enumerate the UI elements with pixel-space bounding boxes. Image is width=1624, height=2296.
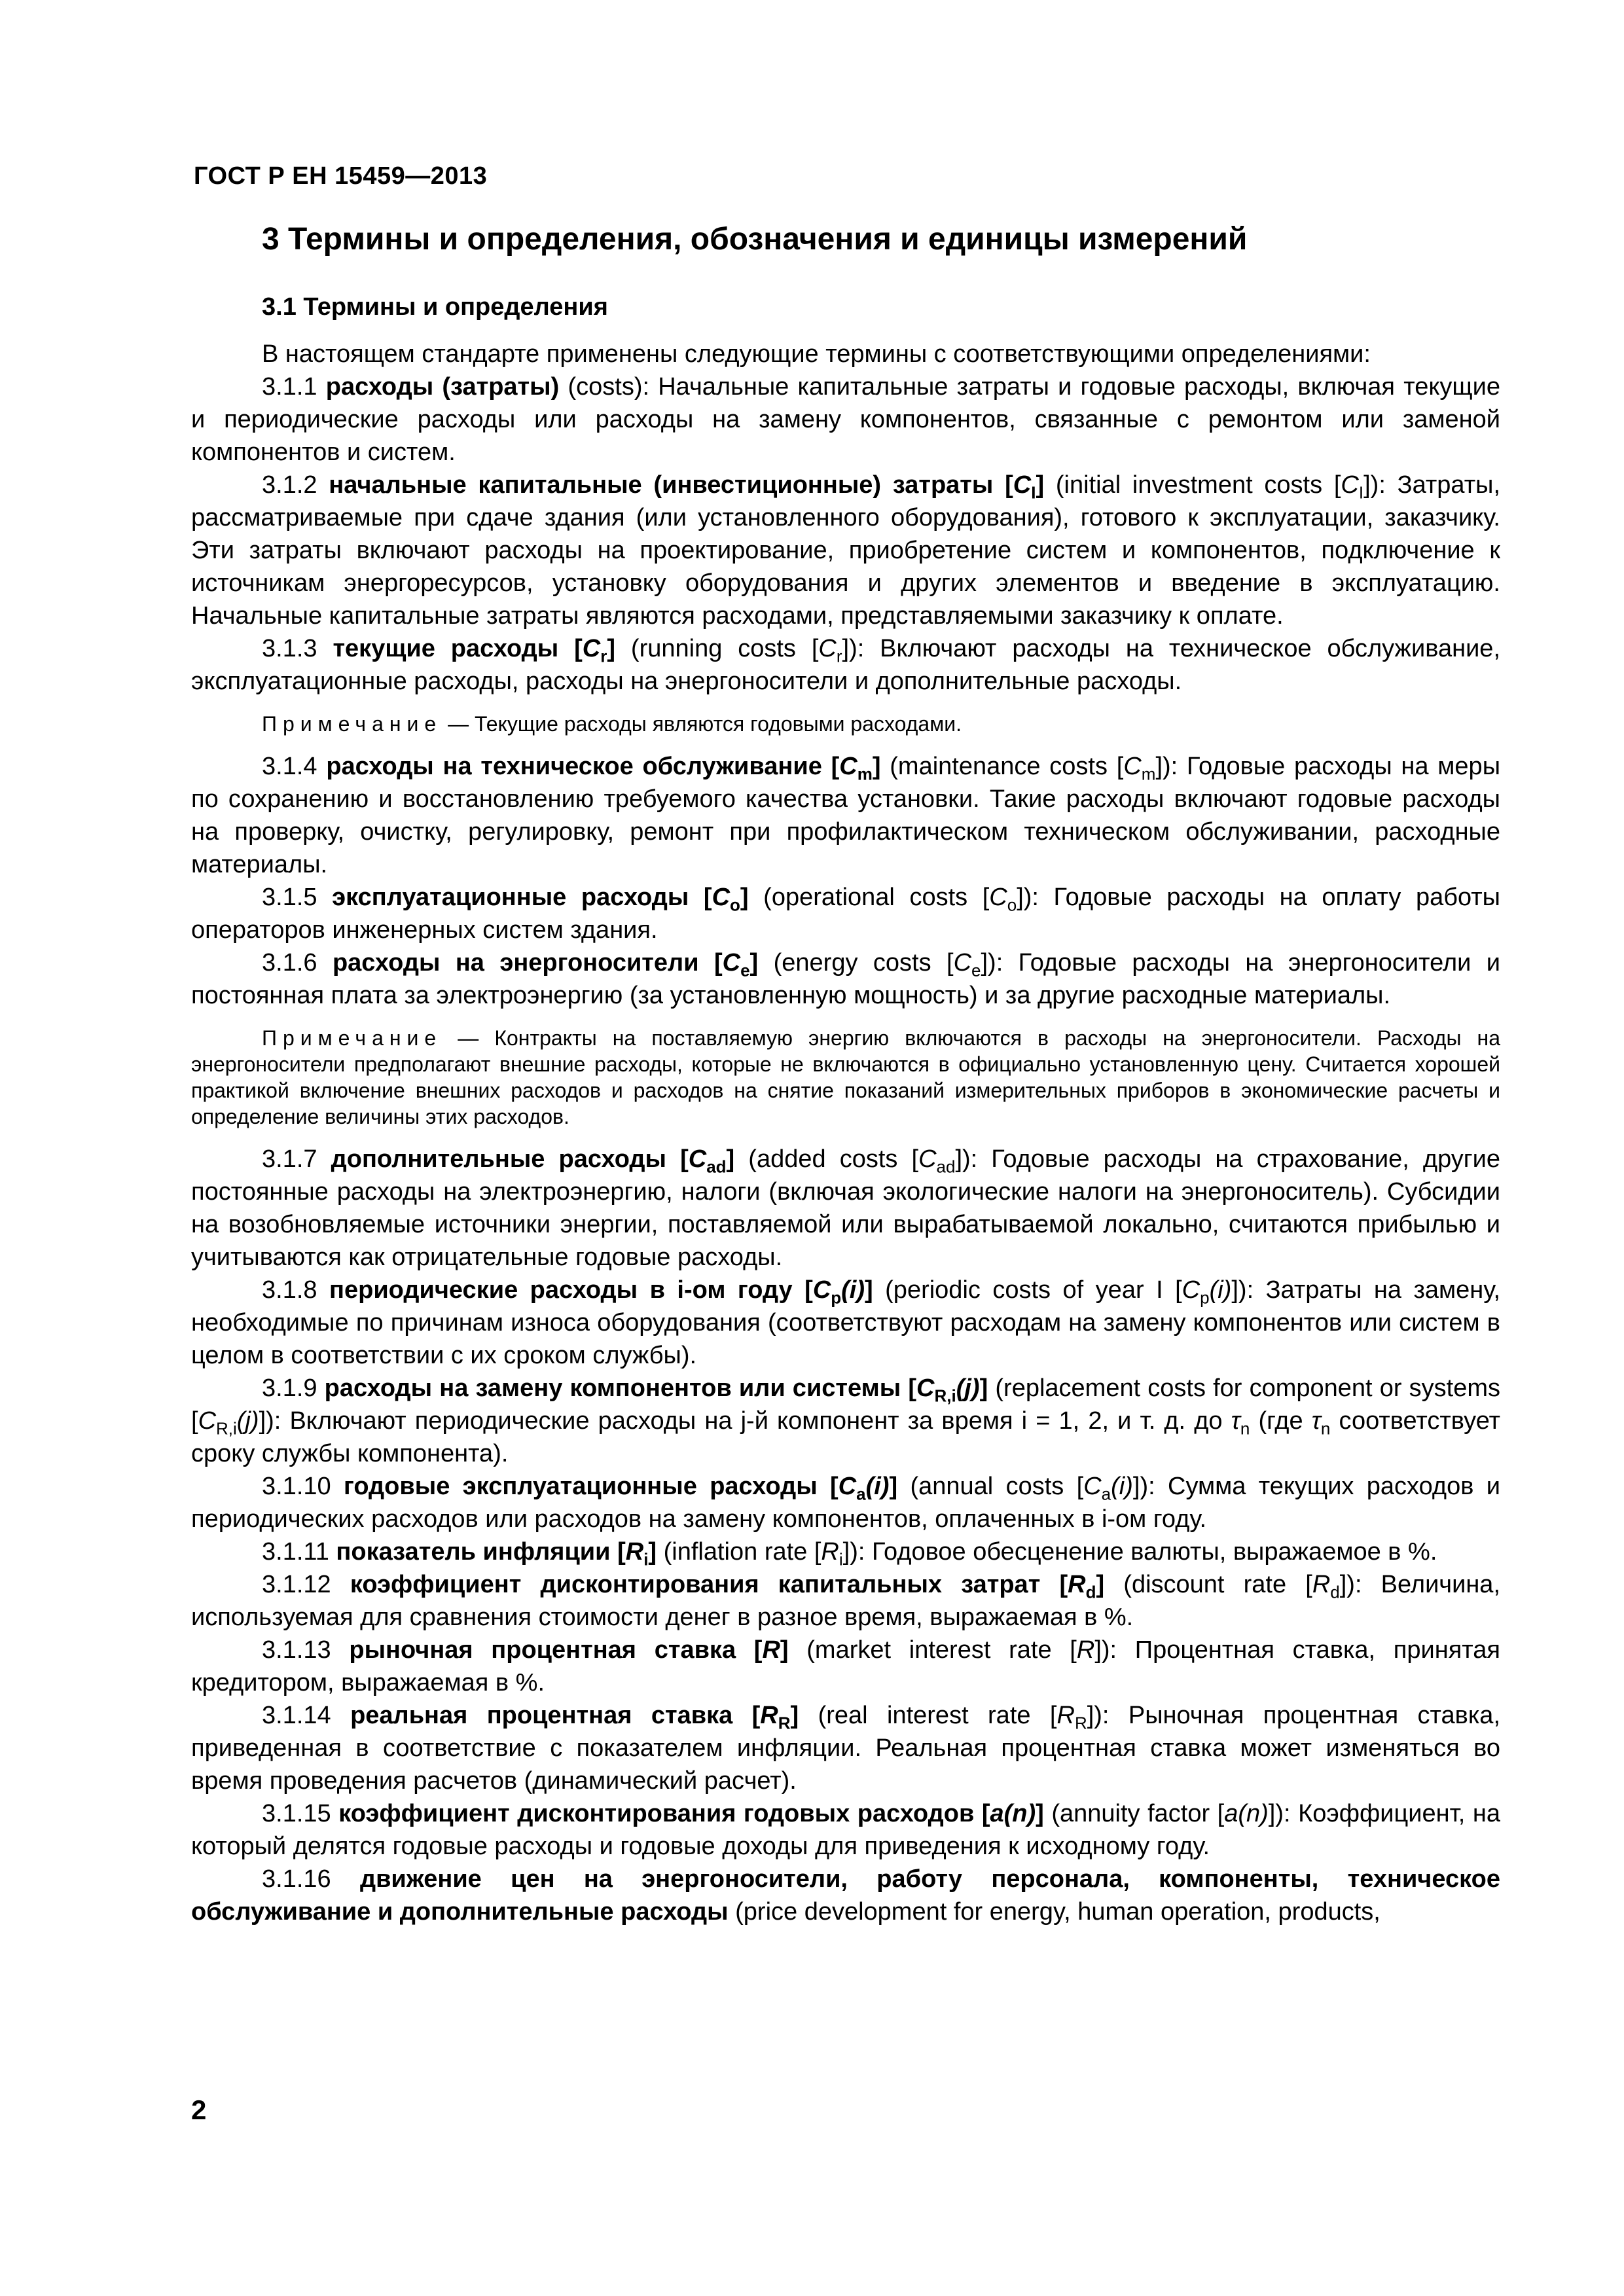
term-3-1-1: 3.1.1 расходы (затраты) (costs): Начальные капитальные затраты и годовые расходы, включая текущие и периодические расходы или расходы на замену компонентов, связанные с ремонтом или заменой компонентов и систем. xyxy=(191,373,1501,466)
term-3-1-8: 3.1.8 периодические расходы в i-ом году $[C_p(i)]$ (periodic costs of year I $[C_p(i)]$): Затраты на замену, необходимые по причинам износа оборудования (соответствуют расходам на замену компонентов или систем в целом в соответствии с их сроком службы). xyxy=(191,1276,1501,1369)
term-3-1-4: 3.1.4 расходы на техническое обслуживание $[C_m]$ (maintenance costs $[C_m]$): Годовые расходы на меры по сохранению и восстановлению требуемого качества установки. Такие расходы включают годовые расходы на проверку, очистку, регулировку, ремонт при профилактическом техническом обслуживании, расходные материалы. xyxy=(191,753,1501,878)
document-body xyxy=(191,338,1500,1928)
standard-code-header: ГОСТ Р ЕН 15459—2013 xyxy=(194,162,488,190)
term-3-1-5: 3.1.5 эксплуатационные расходы $[C_o]$ (operational costs $[C_o]$): Годовые расходы на оплату работы операторов инженерных систем здания. xyxy=(191,884,1500,944)
term-3-1-12: 3.1.12 коэффициент дисконтирования капитальных затрат $[R_d]$ (discount rate $[R_d]$): Величина, используемая для сравнения стоимости денег в разное время, выражаемая в %. xyxy=(191,1571,1500,1631)
term-3-1-2: 3.1.2 начальные капитальные (инвестиционные) затраты $[C_I]$ (initial investment costs $[C_I]$): Затраты, рассматриваемые при сдаче здания (или установленного оборудования), готового к эксплуатации, заказчику. Эти затраты включают расходы на проектирование, приобретение систем и компонентов, подключение к источникам энергоресурсов, установку оборудования и других элементов и введение в эксплуатацию. Начальные капитальные затраты являются расходами, представляемыми заказчику к оплате. xyxy=(191,471,1500,630)
term-3-1-10: 3.1.10 годовые эксплуатационные расходы $[C_a(i)]$ (annual costs $[C_a(i)]$): Сумма текущих расходов и периодических расходов или расходов на замену компонентов, оплаченных в i-ом году. xyxy=(191,1473,1500,1533)
term-3-1-11: 3.1.11 показатель инфляции $[R_i]$ (inflation rate $[R_i]$): Годовое обесценение валюты, выражаемое в %. xyxy=(262,1538,1437,1570)
term-3-1-3: 3.1.3 текущие расходы $[C_r]$ (running costs $[C_r]$): Включают расходы на техническое обслуживание, эксплуатационные расходы, расходы на энергоносители и дополнительные расходы. xyxy=(191,635,1500,695)
note-energy-contracts: Примечание — Контракты на поставляемую энергию включаются в расходы на энергоносители. Расходы на энергоносители предполагают внешние расходы, которые не включаются в официально установленную цену. Считается хорошей практикой включение внешних расходов и расходов на снятие показаний измерительных приборов в экономические расчеты и определение величины этих расходов. xyxy=(191,1026,1500,1128)
page-number: 2 xyxy=(191,2094,207,2125)
term-3-1-16: 3.1.16 движение цен на энергоносители, работу персонала, компоненты, техническое обслуживание и дополнительные расходы (price development for energy, human operation, products, xyxy=(191,1865,1500,1926)
subsection-title: 3.1 Термины и определения xyxy=(262,293,608,321)
term-3-1-7: 3.1.7 дополнительные расходы $[C_{ad}]$ (added costs $[C_{ad}]$): Годовые расходы на страхование, другие постоянные расходы на электроэнергию, налоги (включая экологические налоги на энергоноситель). Субсидии на возобновляемые источники энергии, поставляемой или вырабатываемой локально, считаются прибылью и учитываются как отрицательные годовые расходы. xyxy=(191,1145,1500,1271)
note-running-costs: Примечание — Текущие расходы являются годовыми расходами. xyxy=(262,712,962,736)
term-3-1-9: 3.1.9 расходы на замену компонентов или системы $[C_{R,i}(j)]$ (replacement costs for component or systems $[C_{R,i}(j)]$): Включают периодические расходы на j-й компонент за время i = 1, 2, и т. д. до $\tau_n$ (где $\tau_n$ соответствует сроку службы компонента). xyxy=(191,1374,1501,1467)
term-3-1-14: 3.1.14 реальная процентная ставка $[R_R]$ (real interest rate $[R_R]$): Рыночная процентная ставка, приведенная в соответствие с показателем инфляции. Реальная процентная ставка может изменяться во время проведения расчетов (динамический расчет). xyxy=(191,1702,1501,1795)
term-3-1-13: 3.1.13 рыночная процентная ставка [R] (market interest rate [R]): Процентная ставка, принятая кредитором, выражаемая в %. xyxy=(191,1636,1500,1696)
intro-paragraph: В настоящем стандарте применены следующие термины с соответствующими определениями: xyxy=(262,340,1371,368)
section-title: 3 Термины и определения, обозначения и единицы измерений xyxy=(262,222,1248,257)
term-3-1-6: 3.1.6 расходы на энергоносители $[C_e]$ (energy costs $[C_e]$): Годовые расходы на энергоносители и постоянная плата за электроэнергию (за установленную мощность) и за другие расходные материалы. xyxy=(191,949,1500,1009)
term-3-1-15: 3.1.15 коэффициент дисконтирования годовых расходов [a(n)] (annuity factor [a(n)]): Коэффициент, на который делятся годовые расходы и годовые доходы для приведения к исходному году. xyxy=(191,1800,1500,1860)
